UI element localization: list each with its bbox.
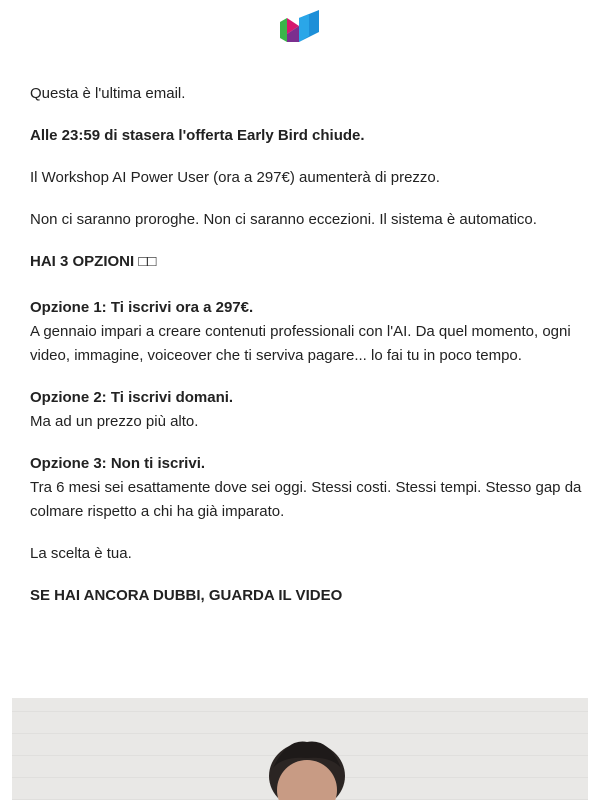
option-3-text: Tra 6 mesi sei esattamente dove sei oggi. Stessi costi. Stessi tempi. Stesso gap da colmare rispetto a chi ha già imparato. [30, 479, 582, 520]
brand-logo-icon[interactable] [277, 8, 323, 44]
option-3-title: Opzione 3: Non ti iscrivi. [30, 455, 206, 472]
price-line: Il Workshop AI Power User (ora a 297€) aumenterà di prezzo. [30, 169, 440, 186]
options-heading: HAI 3 OPZIONI □□ [30, 253, 157, 270]
video-heading: SE HAI ANCORA DUBBI, GUARDA IL VIDEO [30, 587, 343, 604]
option-2-text: Ma ad un prezzo più alto. [30, 413, 199, 430]
presenter-image [247, 728, 367, 800]
closing-line: La scelta è tua. [30, 545, 132, 562]
intro-line: Questa è l'ultima email. [30, 85, 186, 102]
option-2 [30, 386, 585, 434]
email-body [30, 82, 585, 626]
option-1-title: Opzione 1: Ti iscrivi ora a 297€. [30, 299, 254, 316]
option-3 [30, 452, 585, 524]
logo-header [0, 8, 600, 44]
video-thumbnail[interactable] [12, 698, 588, 800]
deadline-line: Alle 23:59 di stasera l'offerta Early Bird chiude. [30, 127, 365, 144]
option-1-text: A gennaio impari a creare contenuti professionali con l'AI. Da quel momento, ogni video, immagine, voiceover che ti serviva pagare... lo fai tu in poco tempo. [30, 323, 571, 364]
no-extension-line: Non ci saranno proroghe. Non ci saranno eccezioni. Il sistema è automatico. [30, 211, 537, 228]
option-1 [30, 296, 585, 368]
option-2-title: Opzione 2: Ti iscrivi domani. [30, 389, 234, 406]
